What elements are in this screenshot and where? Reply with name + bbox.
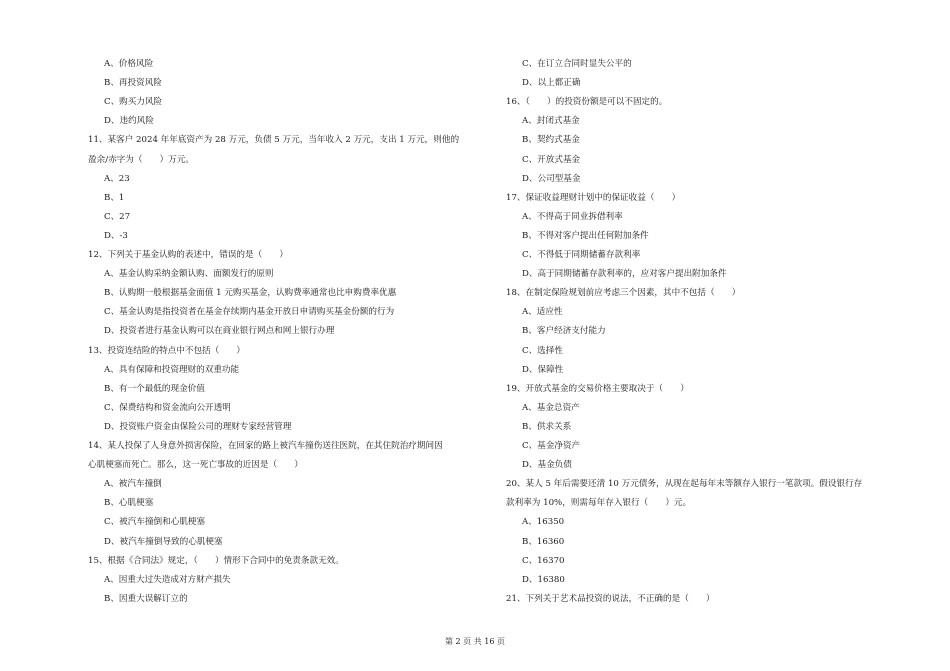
question-text: 款利率为 10%，则需每年存入银行（ ）元。 (506, 498, 692, 509)
answer-option: B、供求关系 (522, 421, 572, 432)
answer-option: B、认购期一般根据基金面值 1 元购买基金，认购费率通常也比申购费率优惠 (104, 288, 397, 299)
answer-option: A、不得高于同业拆借利率 (522, 211, 623, 222)
question-text: 盈余/赤字为（ ）万元。 (88, 154, 195, 165)
question-text: 19、开放式基金的交易价格主要取决于（ ） (506, 383, 689, 394)
answer-option: A、基金总资产 (522, 402, 580, 413)
answer-option: C、16370 (522, 555, 565, 566)
question-text: 21、下列关于艺术品投资的说法，不正确的是（ ） (506, 593, 715, 604)
answer-option: D、以上都正确 (522, 78, 581, 89)
answer-option: C、购买力风险 (104, 97, 163, 108)
answer-option: B、心肌梗塞 (104, 498, 154, 509)
answer-option: C、在订立合同时显失公平的 (522, 59, 632, 69)
answer-option: C、选择性 (522, 345, 563, 356)
question-text: 11、某客户 2024 年年底资产为 28 万元，负债 5 万元，当年收入 2 万元，支出 1 万元，则他的 (88, 135, 460, 146)
answer-option: C、被汽车撞倒和心肌梗塞 (104, 517, 206, 528)
answer-option: B、1 (104, 192, 125, 203)
answer-option: A、因重大过失造成对方财产损失 (104, 574, 231, 585)
answer-option: A、16350 (522, 517, 565, 528)
answer-option: C、保费结构和资金流向公开透明 (104, 402, 231, 413)
answer-option: B、契约式基金 (522, 135, 580, 146)
question-text: 13、投资连结险的特点中不包括（ ） (88, 345, 246, 356)
answer-option: A、被汽车撞倒 (104, 479, 162, 490)
question-text: 12、下列关于基金认购的表述中，错误的是（ ） (88, 250, 288, 260)
question-text: 18、在制定保险规划前应考虑三个因素，其中不包括（ ） (506, 288, 741, 299)
answer-option: B、有一个最低的现金价值 (104, 383, 205, 394)
answer-option: D、16380 (522, 574, 565, 585)
question-text: 14、某人投保了人身意外损害保险，在回家的路上被汽车撞伤送往医院，在其住院治疗期间因 (88, 441, 443, 451)
answer-option: D、公司型基金 (522, 173, 581, 184)
answer-option: D、违约风险 (104, 116, 154, 127)
answer-option: D、保障性 (522, 364, 564, 375)
answer-option: A、23 (104, 173, 130, 184)
answer-option: C、开放式基金 (522, 154, 581, 165)
answer-option: C、基金净资产 (522, 441, 581, 451)
question-text: 15、根据《合同法》规定，（ ）情形下合同中的免责条款无效。 (88, 555, 344, 566)
question-text: 心肌梗塞而死亡。那么，这一死亡事故的近因是（ ） (88, 460, 303, 471)
answer-option: D、投资者进行基金认购可以在商业银行网点和网上银行办理 (104, 326, 335, 337)
answer-option: D、投资账户资金由保险公司的理财专家经营管理 (104, 421, 292, 432)
answer-option: B、16360 (522, 536, 565, 547)
answer-option: C、基金认购是指投资者在基金存续期内基金开放日申请购买基金份额的行为 (104, 307, 395, 318)
answer-option: A、具有保障和投资理财的双重功能 (104, 364, 240, 375)
answer-option: B、再投资风险 (104, 78, 162, 89)
answer-option: D、被汽车撞倒导致的心肌梗塞 (104, 536, 223, 547)
answer-option: A、价格风险 (104, 59, 154, 69)
question-text: 20、某人 5 年后需要还清 10 万元债务，从现在起每年末等额存入银行一笔款项。假设银行存 (506, 479, 863, 490)
answer-option: D、基金负债 (522, 460, 572, 471)
answer-option: A、基金认购采纳金额认购、面额发行的原则 (104, 269, 274, 280)
answer-option: D、-3 (104, 230, 128, 241)
answer-option: C、27 (104, 211, 131, 222)
question-text: 17、保证收益理财计划中的保证收益（ ） (506, 192, 681, 203)
answer-option: B、不得对客户提出任何附加条件 (522, 230, 649, 241)
question-text: 16、（ ）的投资份额是可以不固定的。 (506, 97, 668, 108)
answer-option: A、适应性 (522, 307, 563, 318)
answer-option: B、因重大误解订立的 (104, 593, 188, 604)
answer-option: A、封闭式基金 (522, 116, 580, 127)
answer-option: D、高于同期储蓄存款利率的，应对客户提出附加条件 (522, 269, 727, 280)
page-footer: 第 2 页 共 16 页 (445, 637, 505, 646)
answer-option: C、不得低于同期储蓄存款利率 (522, 250, 641, 260)
answer-option: B、客户经济支付能力 (522, 326, 606, 337)
